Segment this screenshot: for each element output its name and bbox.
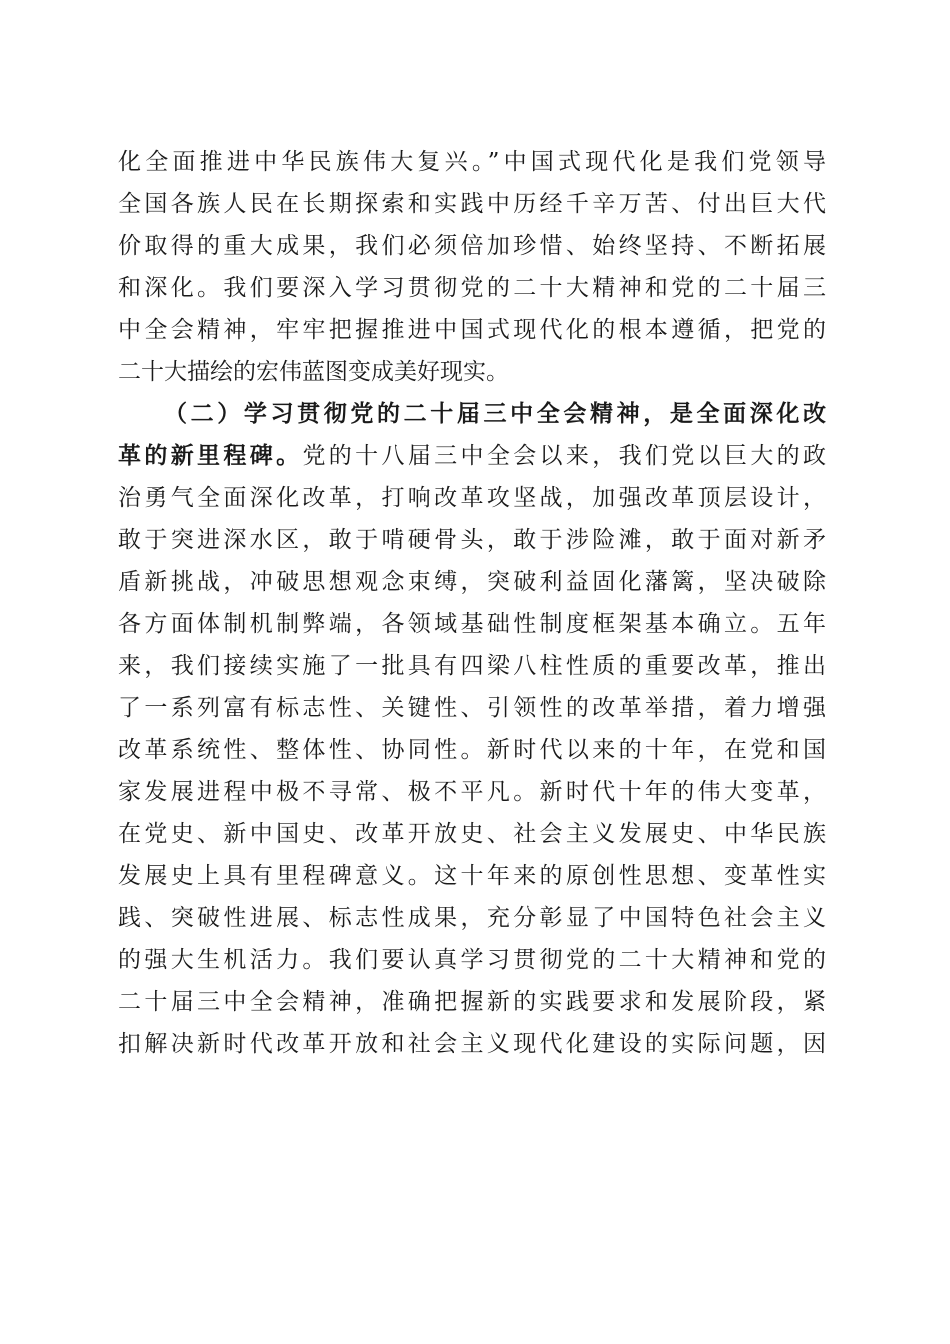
text-line: 各方面体制机制弊端，各领域基础性制度框架基本确立。五年 bbox=[118, 611, 826, 637]
text-line: 化全面推进中华民族伟大复兴。”中国式现代化是我们党领导 bbox=[118, 149, 826, 175]
text-segment: 党的十八届三中全会以来，我们党以巨大的政 bbox=[302, 443, 827, 469]
text-line: 改革系统性、整体性、协同性。新时代以来的十年，在党和国 bbox=[118, 737, 826, 763]
text-line: 了一系列富有标志性、关键性、引领性的改革举措，着力增强 bbox=[118, 695, 826, 721]
text-line: 敢于突进深水区，敢于啃硬骨头，敢于涉险滩，敢于面对新矛 bbox=[118, 527, 826, 553]
paragraph-2 bbox=[118, 393, 826, 1065]
paragraph-1 bbox=[118, 141, 826, 393]
text-line: 二十届三中全会精神，准确把握新的实践要求和发展阶段，紧 bbox=[118, 989, 826, 1015]
text-line: 来，我们接续实施了一批具有四梁八柱性质的重要改革，推出 bbox=[118, 653, 826, 679]
text-line: 价取得的重大成果，我们必须倍加珍惜、始终坚持、不断拓展 bbox=[118, 233, 826, 259]
section-heading-tail: 革的新里程碑。 bbox=[118, 442, 303, 469]
document-body bbox=[118, 141, 826, 1065]
text-line: 盾新挑战，冲破思想观念束缚，突破利益固化藩篱，坚决破除 bbox=[118, 569, 826, 595]
text-line: 践、突破性进展、标志性成果，充分彰显了中国特色社会主义 bbox=[118, 905, 826, 931]
text-line: 在党史、新中国史、改革开放史、社会主义发展史、中华民族 bbox=[118, 821, 826, 847]
text-line: 发展史上具有里程碑意义。这十年来的原创性思想、变革性实 bbox=[118, 863, 826, 889]
text-line: 二十大描绘的宏伟蓝图变成美好现实。 bbox=[118, 359, 509, 385]
text-line: 扣解决新时代改革开放和社会主义现代化建设的实际问题，因 bbox=[118, 1031, 826, 1057]
text-line bbox=[118, 435, 826, 477]
text-line: 和深化。我们要深入学习贯彻党的二十大精神和党的二十届三 bbox=[118, 275, 826, 301]
text-line: 家发展进程中极不寻常、极不平凡。新时代十年的伟大变革， bbox=[118, 779, 826, 805]
text-line: 的强大生机活力。我们要认真学习贯彻党的二十大精神和党的 bbox=[118, 947, 826, 973]
text-line: 中全会精神，牢牢把握推进中国式现代化的根本遵循，把党的 bbox=[118, 317, 826, 343]
text-line: 全国各族人民在长期探索和实践中历经千辛万苦、付出巨大代 bbox=[118, 191, 826, 217]
section-heading-line: （二）学习贯彻党的二十届三中全会精神，是全面深化改 bbox=[164, 400, 826, 427]
text-line: 治勇气全面深化改革，打响改革攻坚战，加强改革顶层设计， bbox=[118, 485, 826, 511]
